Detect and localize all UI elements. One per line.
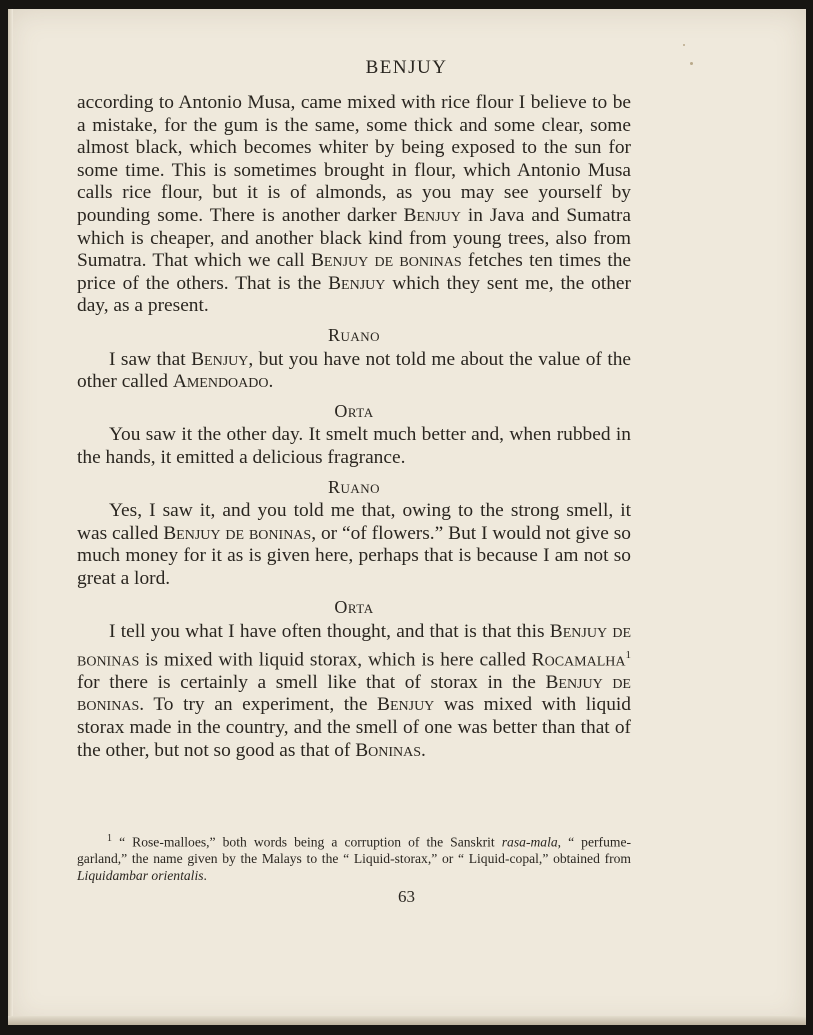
paragraph [77, 92, 631, 318]
text-run: was mixed with liquid storax made in the country, and the smell of one was better than that of the other, but not so good as that of [77, 694, 631, 761]
small-caps-term: Benjuy de boninas [163, 522, 312, 544]
text-run: which they sent me, the other day, as a present. [77, 272, 631, 317]
text-run: . [203, 868, 207, 884]
text-run: for there is certainly a smell like that of storax in the [77, 671, 546, 693]
page-bottom-edge [8, 1016, 806, 1025]
small-caps-term: Benjuy de boninas [77, 621, 632, 671]
small-caps-term: Benjuy de boninas [77, 671, 631, 716]
text-run: , but you have not told me about the value of the other called [77, 348, 632, 393]
small-caps-term: Benjuy [328, 272, 386, 294]
text-run: in Java and Sumatra which is cheaper, and another black kind from young trees, also from Sumatra. That which we call [77, 204, 632, 272]
body-text [77, 92, 631, 762]
small-caps-term: Benjuy de boninas [310, 250, 462, 272]
small-caps-term: Boninas [355, 739, 422, 761]
foxing-speck [683, 44, 685, 46]
text-run: , or “of flowers.” But I would not give so much money for it as is given here, perhaps that is because I am not so great a lord. [77, 522, 631, 589]
text-run: . [268, 371, 274, 393]
speaker-heading: Orta [334, 400, 374, 421]
text-run: I saw that [109, 348, 192, 370]
page-gutter-shadow [8, 9, 13, 1025]
text-run: I tell you what I have often thought, and that is that this [109, 621, 550, 643]
running-head: BENJUY [365, 57, 448, 78]
speaker-heading: Orta [334, 597, 374, 618]
text-run: . To try an experiment, the [139, 694, 378, 716]
text-run: You saw it the other day. It smelt much better and, when rubbed in the hands, it emitted a delicious fragrance. [77, 424, 631, 468]
small-caps-term: Benjuy [377, 694, 435, 716]
small-caps-term: Amendoado [172, 371, 269, 393]
small-caps-term: Benjuy [403, 204, 461, 226]
small-caps-term: Rocamalha [531, 649, 626, 671]
speaker-heading: Ruano [327, 324, 381, 345]
text-run: , “ perfume-garland,” the name given by the Malays to the “ Liquid-storax,” or “ Liquid-copal,” obtained from [77, 834, 632, 867]
footnote-reference: 1 [625, 648, 631, 661]
paragraph [77, 349, 631, 394]
paragraph [77, 424, 631, 469]
text-run: “ Rose-malloes,” both words being a corruption of the Sanskrit [119, 834, 502, 850]
speaker-heading: Ruano [327, 476, 381, 497]
paragraph [77, 621, 631, 762]
text-run: according to Antonio Musa, came mixed with rice flour I believe to be a mistake, for the gum is the same, some thick and some clear, some almost black, which becomes whiter by being exposed to the sun for some time. This is sometimes brought in flour, which Antonio Musa calls rice flour, but it is of almonds, as you may see yourself by pounding some. There is another darker [77, 92, 631, 226]
text-run: Yes, I saw it, and you told me that, owing to the strong smell, it was called [77, 500, 631, 544]
text-run: fetches ten times the price of the others. That is the [77, 250, 632, 294]
text-run: . [421, 739, 426, 761]
small-caps-term: Benjuy [191, 348, 249, 370]
text-run: is mixed with liquid storax, which is here called [139, 649, 532, 671]
italic-term: Liquidambar orientalis [77, 868, 204, 884]
italic-term: rasa-mala [501, 834, 558, 850]
footnote [77, 831, 631, 885]
paragraph [77, 500, 631, 590]
page-number: 63 [398, 887, 415, 906]
footnote-marker: 1 [107, 833, 112, 844]
